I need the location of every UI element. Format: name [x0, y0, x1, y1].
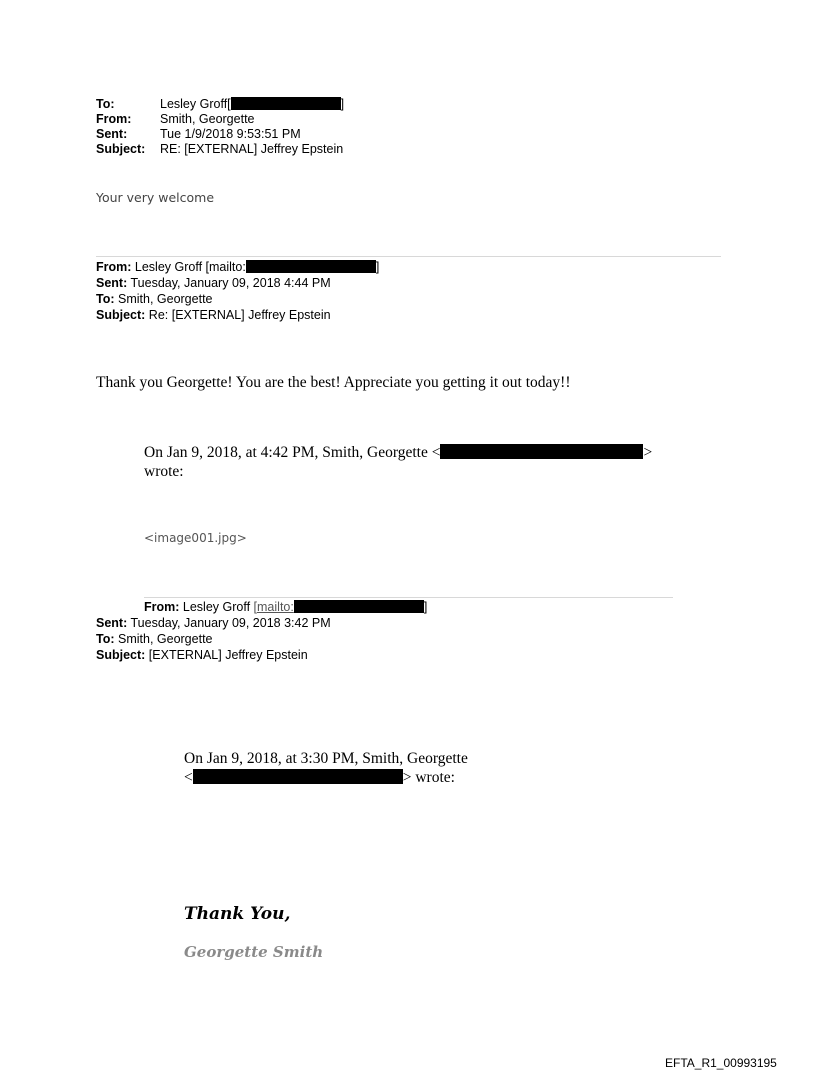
on-wrote-2-line2 [184, 768, 468, 787]
q2-sent-value: Tuesday, January 09, 2018 3:42 PM [130, 616, 331, 630]
sent-label: Sent: [96, 127, 128, 141]
image-attachment-ref: <image001.jpg> [144, 531, 247, 545]
quoted-header-2 [96, 599, 427, 663]
q2-to-label: To: [96, 632, 115, 646]
quoted-header-1 [96, 259, 379, 323]
on-wrote-2-prefix: < [184, 769, 193, 786]
separator-line [96, 256, 721, 257]
from-value: Smith, Georgette [160, 112, 255, 126]
signature-name: Georgette Smith [184, 943, 324, 961]
document-id: EFTA_R1_00993195 [665, 1056, 777, 1070]
q1-to-label: To: [96, 292, 115, 306]
sent-value: Tue 1/9/2018 9:53:51 PM [160, 127, 301, 141]
top-to-row [96, 97, 344, 112]
q2-subject-value: [EXTERNAL] Jeffrey Epstein [148, 648, 308, 662]
q1-subject-row [96, 307, 379, 323]
redaction-block [294, 600, 424, 613]
q1-from-row [96, 259, 379, 275]
to-label: To: [96, 97, 115, 111]
redaction-block [440, 444, 643, 459]
on-wrote-2-suffix: > wrote: [402, 769, 455, 786]
on-wrote-2-line1: On Jan 9, 2018, at 3:30 PM, Smith, Georgette [184, 750, 468, 767]
q2-from-value: Lesley Groff [182, 600, 254, 614]
on-wrote-1-line2: wrote: [144, 463, 184, 480]
q2-from-row [96, 599, 427, 615]
q1-from-label: From: [96, 260, 132, 274]
q1-to-value: Smith, Georgette [118, 292, 213, 306]
subject-value: RE: [EXTERNAL] Jeffrey Epstein [160, 142, 344, 156]
top-from-row [96, 112, 344, 127]
redaction-block [193, 769, 403, 784]
to-value: Lesley Groff[ [160, 97, 231, 111]
top-header [96, 97, 344, 157]
on-wrote-2 [184, 749, 468, 787]
q1-subject-value: Re: [EXTERNAL] Jeffrey Epstein [148, 308, 331, 322]
q1-sent-row [96, 275, 379, 291]
q1-from-value: Lesley Groff [mailto: [134, 260, 246, 274]
signature-thank-you: Thank You, [184, 904, 291, 924]
q1-sent-value: Tuesday, January 09, 2018 4:44 PM [130, 276, 331, 290]
on-wrote-1-prefix: On Jan 9, 2018, at 4:42 PM, Smith, Georgette < [144, 444, 441, 461]
separator-line [144, 597, 673, 598]
thanks-message: Thank you Georgette! You are the best! Appreciate you getting it out today!! [96, 374, 571, 391]
q1-to-row [96, 291, 379, 307]
q2-subject-label: Subject: [96, 648, 146, 662]
q2-to-value: Smith, Georgette [118, 632, 213, 646]
q2-sent-label: Sent: [96, 616, 128, 630]
top-sent-row [96, 127, 344, 142]
on-wrote-1-line1 [144, 443, 652, 462]
from-label: From: [96, 112, 132, 126]
q2-to-row [96, 631, 427, 647]
on-wrote-1 [144, 443, 652, 481]
q2-from-label: From: [144, 600, 180, 614]
q1-sent-label: Sent: [96, 276, 128, 290]
q1-subject-label: Subject: [96, 308, 146, 322]
redaction-block [231, 97, 341, 110]
redaction-block [246, 260, 376, 273]
to-close-bracket: ] [340, 97, 345, 111]
reply-text: Your very welcome [96, 190, 215, 205]
q2-from-close: ] [423, 600, 428, 614]
mailto-link[interactable]: [mailto: [253, 600, 294, 614]
on-wrote-1-suffix: > [643, 444, 653, 461]
top-subject-row [96, 142, 344, 157]
q2-sent-row [96, 615, 427, 631]
subject-label: Subject: [96, 142, 146, 156]
q2-subject-row [96, 647, 427, 663]
q1-from-close: ] [375, 260, 380, 274]
